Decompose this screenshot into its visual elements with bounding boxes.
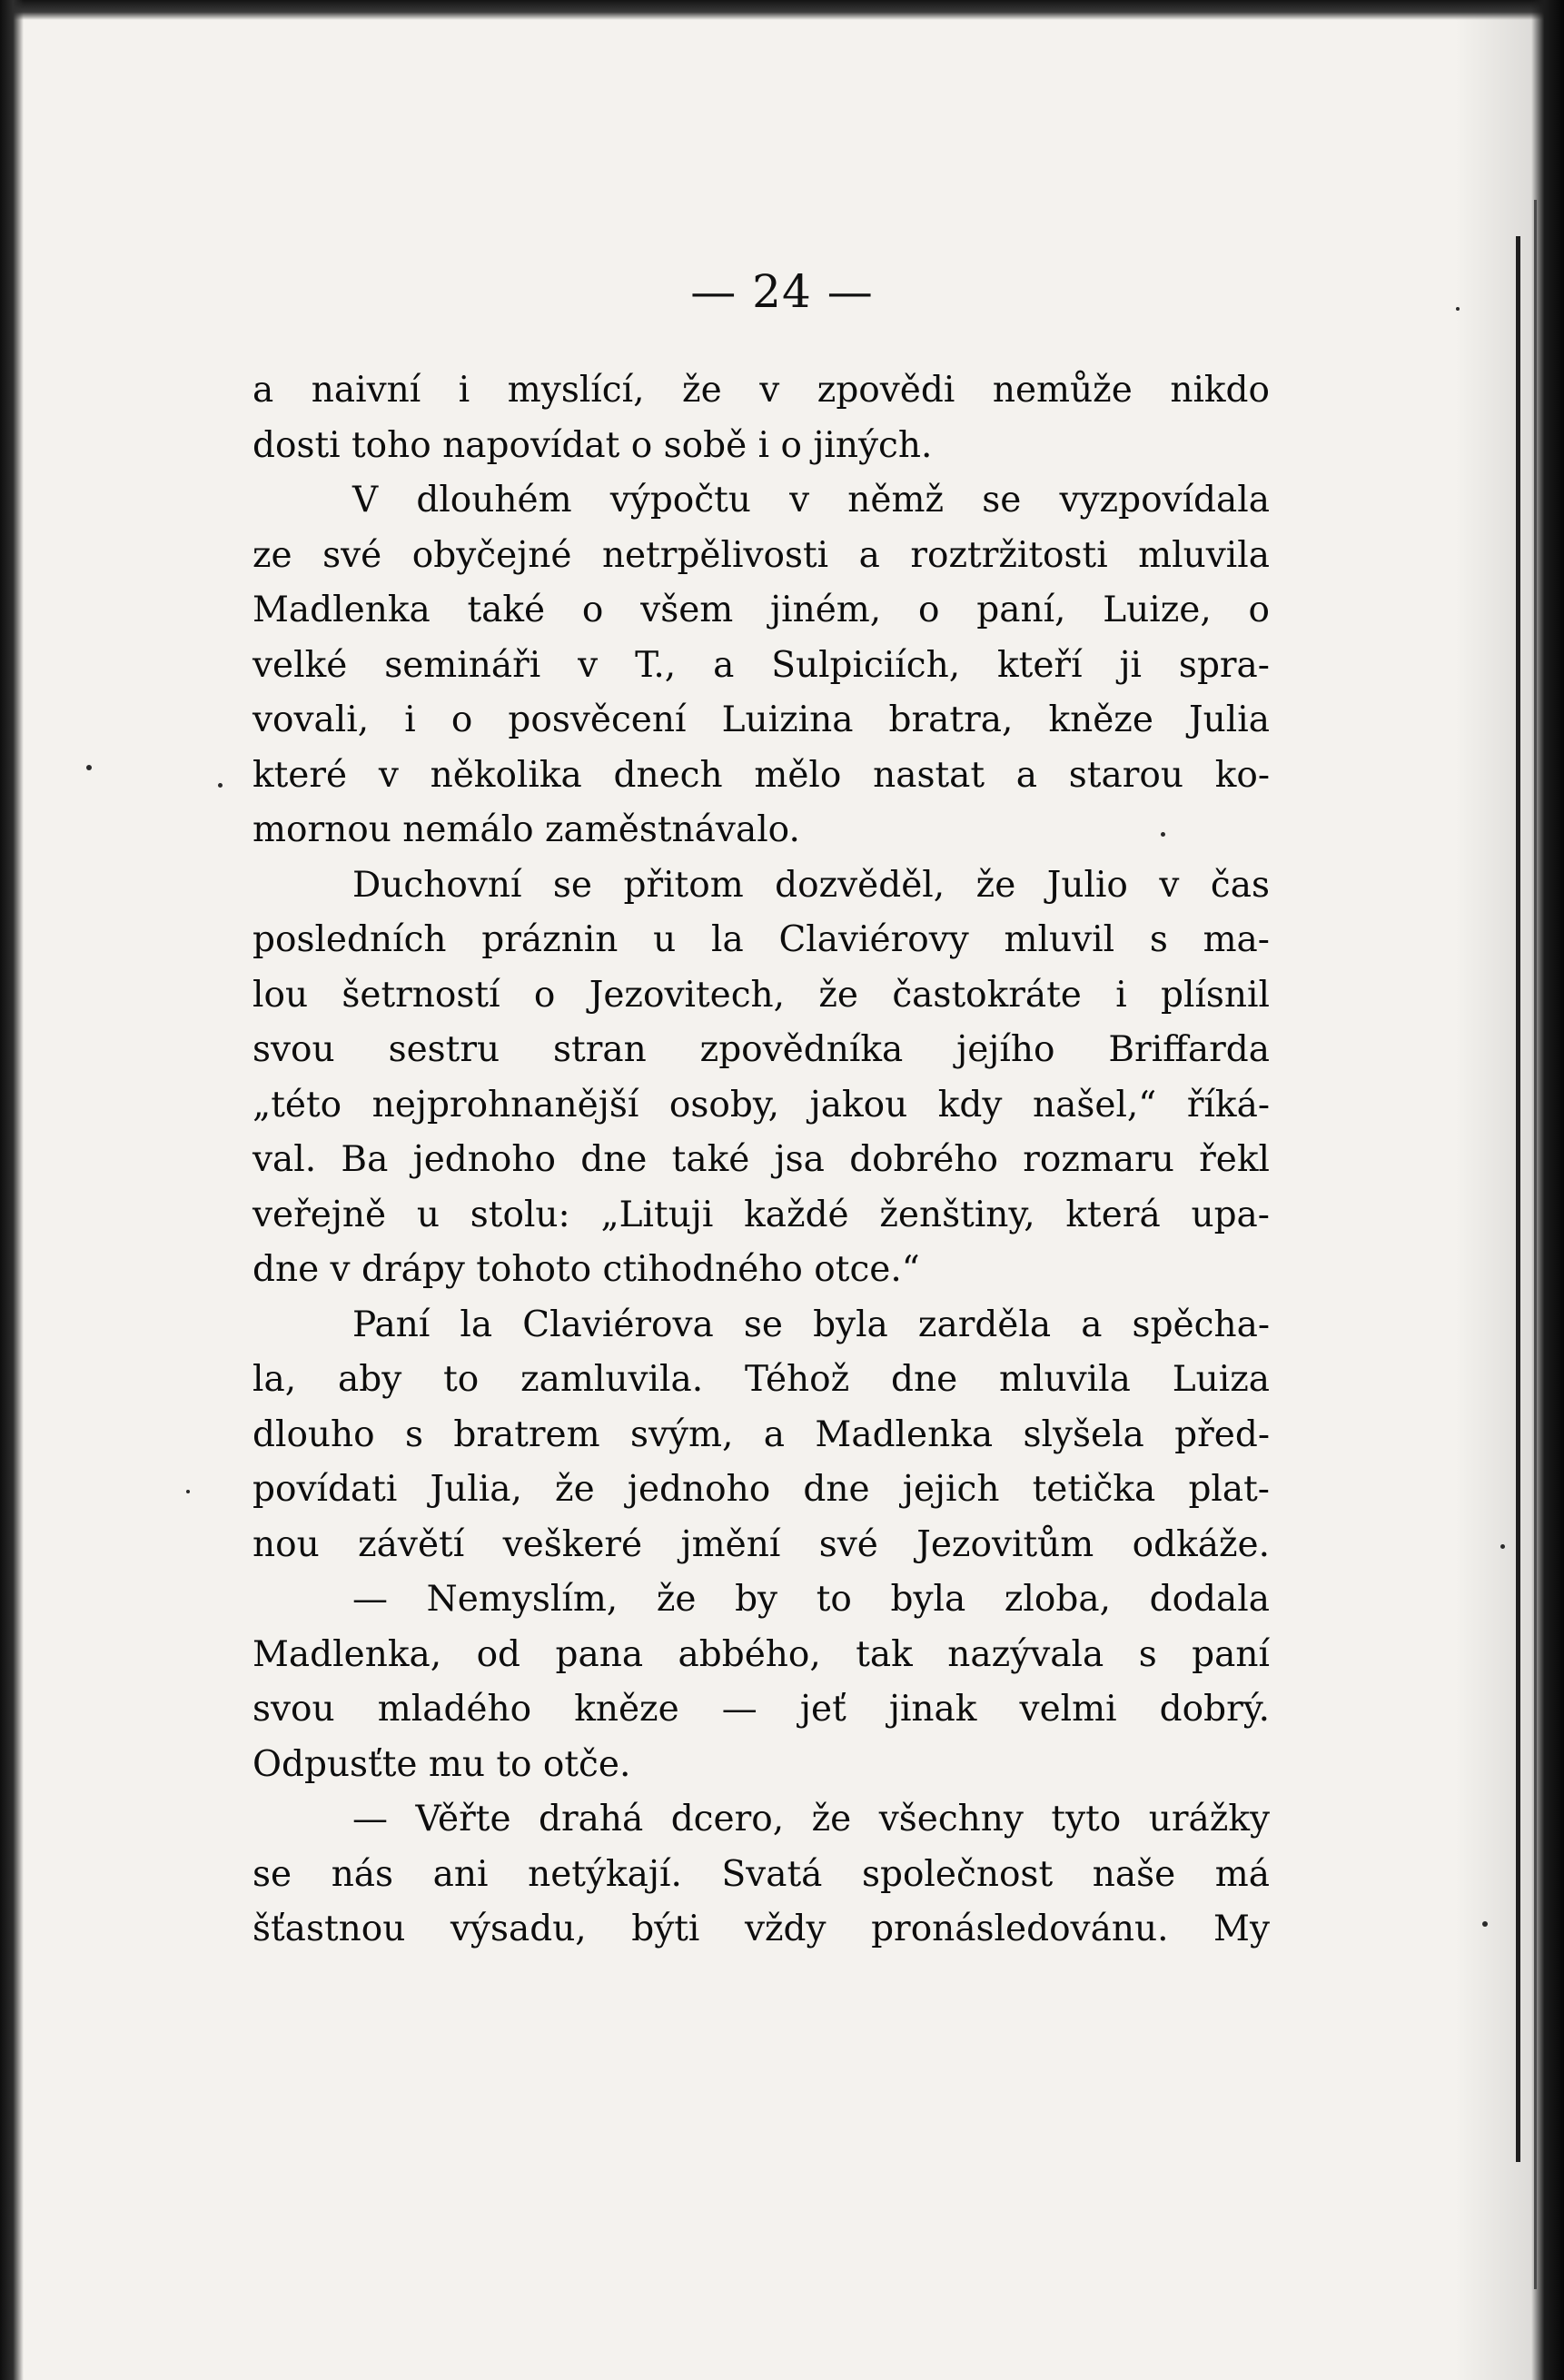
text-line: vovali, i o posvěcení Luizina bratra, kněze Julia (252, 699, 1270, 740)
body-text (252, 363, 1270, 1958)
text-line: šťastnou výsadu, býti vždy pronásledovánu. My (252, 1909, 1270, 1949)
scan-speck (186, 1490, 190, 1493)
text-line: velké semináři v T., a Sulpiciích, kteří ji spra- (252, 644, 1270, 686)
text-line: které v několika dnech mělo nastat a starou ko- (252, 754, 1270, 796)
text-line: Paní la Claviérova se byla zarděla a spěcha- (352, 1304, 1270, 1345)
scan-speck (1500, 1544, 1505, 1549)
binding-gutter-line (1534, 200, 1537, 2289)
text-line: nou závětí veškeré jmění své Jezovitům odkáže. (252, 1523, 1270, 1565)
text-line: svou mladého kněze — jeť jinak velmi dobrý. (252, 1689, 1270, 1730)
text-line: la, aby to zamluvila. Téhož dne mluvila Luiza (252, 1359, 1270, 1400)
text-line: ze své obyčejné netrpělivosti a roztržitosti mluvila (252, 534, 1270, 576)
text-line: — Nemyslím, že by to byla zloba, dodala (352, 1579, 1270, 1620)
scan-edge-left (0, 0, 24, 2380)
text-line: a naivní i myslící, že v zpovědi nemůže nikdo (252, 370, 1270, 411)
scan-speck (86, 765, 92, 770)
text-line: Odpusťte mu to otče. (252, 1743, 631, 1785)
text-line: val. Ba jednoho dne také jsa dobrého rozmaru řekl (252, 1139, 1270, 1180)
page-number: — 24 — (690, 265, 874, 318)
text-line: „této nejprohnanější osoby, jakou kdy našel,“ říká- (252, 1084, 1270, 1126)
scan-speck (218, 783, 223, 788)
text-line: Madlenka také o všem jiném, o paní, Luize, o (252, 590, 1270, 630)
text-line: Duchovní se přitom dozvěděl, že Julio v čas (352, 864, 1270, 906)
text-line: — Věřte drahá dcero, že všechny tyto urážky (352, 1799, 1270, 1840)
text-line: dosti toho napovídat o sobě i o jiných. (252, 424, 933, 466)
text-line: veřejně u stolu: „Lituji každé ženštiny, která upa- (252, 1194, 1270, 1235)
text-line: povídati Julia, že jednoho dne jejich tetička plat- (252, 1469, 1270, 1510)
scan-edge-top (0, 0, 1564, 20)
text-line: V dlouhém výpočtu v němž se vyzpovídala (352, 480, 1270, 521)
text-line: posledních práznin u la Claviérovy mluvil s ma- (252, 919, 1270, 960)
text-line: dne v drápy tohoto ctihodného otce.“ (252, 1249, 920, 1290)
text-line: dlouho s bratrem svým, a Madlenka slyšela před- (252, 1413, 1270, 1455)
binding-gutter-line (1516, 236, 1520, 2162)
scan-speck (1482, 1921, 1488, 1927)
text-line: se nás ani netýkají. Svatá společnost naše má (252, 1853, 1270, 1895)
text-line: svou sestru stran zpovědníka jejího Briffarda (252, 1029, 1270, 1070)
text-line: lou šetrností o Jezovitech, že častokráte i plísnil (252, 974, 1270, 1016)
text-line: mornou nemálo zaměstnávalo. (252, 809, 800, 850)
text-line: Madlenka, od pana abbého, tak nazývala s paní (252, 1633, 1270, 1675)
